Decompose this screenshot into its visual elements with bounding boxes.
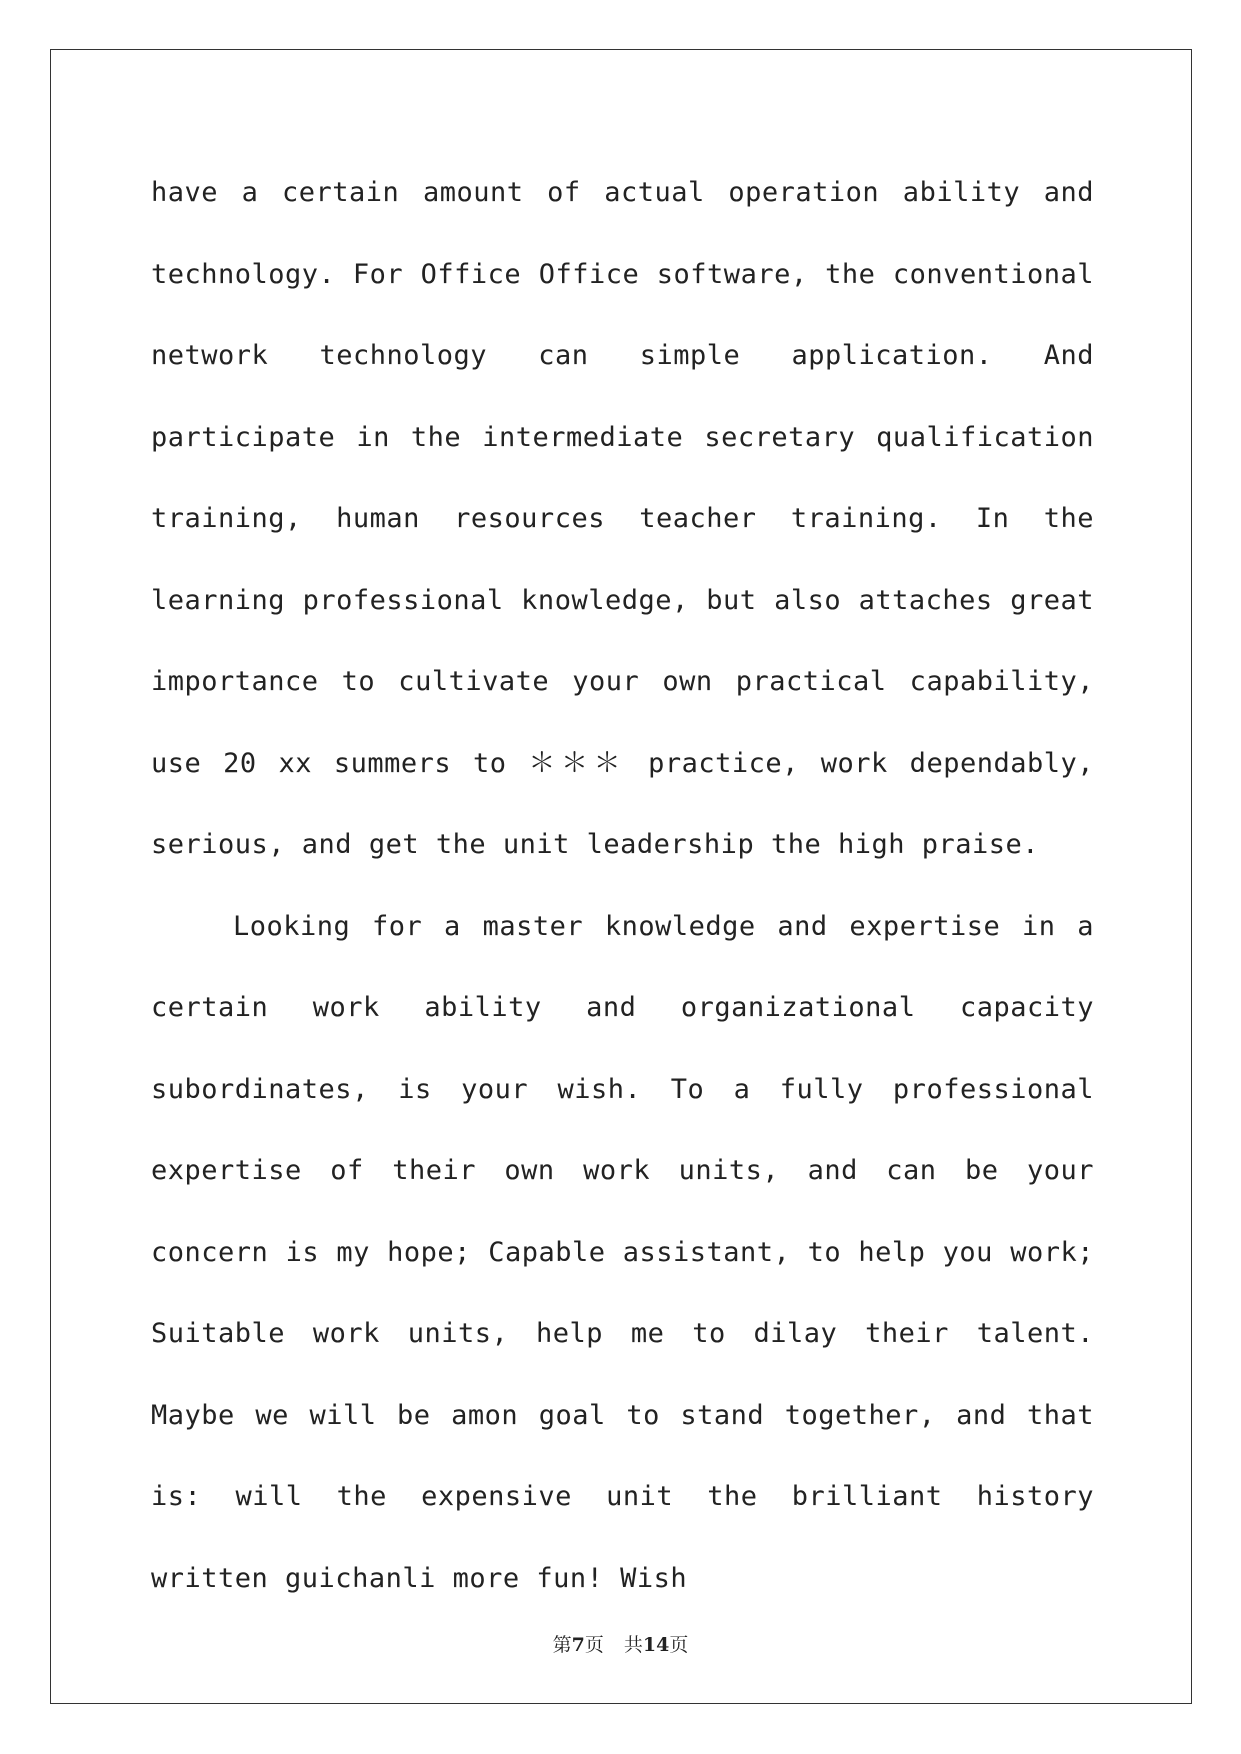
total-prefix: 共: [623, 1634, 643, 1656]
page-prefix: 第: [552, 1634, 572, 1656]
total-page-count: 14: [642, 1634, 670, 1656]
page-word: 页: [584, 1634, 604, 1656]
paragraph-1: have a certain amount of actual operation ability and technology. For Office Office software, the conventional network technology can simple application. And participate in the intermediate secretary qualification training, human resources teacher training. In the learning professional knowledge, but also attaches great importance to cultivate your own practical capability, use 20 xx summers to ＊＊＊ practice, work dependably, serious, and get the unit leadership the high praise.: [151, 177, 1094, 860]
document-body: [151, 152, 1094, 1619]
page-number-footer: [0, 1630, 1241, 1657]
current-page-number: 7: [571, 1634, 585, 1656]
paragraph-2: Looking for a master knowledge and expertise in a certain work ability and organizational capacity subordinates, is your wish. To a fully professional expertise of their own work units, and can be your concern is my hope; Capable assistant, to help you work; Suitable work units, help me to dilay their talent. Maybe we will be amon goal to stand together, and that is: will the expensive unit the brilliant history written guichanli more fun! Wish: [151, 910, 1094, 1594]
total-suffix: 页: [669, 1634, 689, 1656]
